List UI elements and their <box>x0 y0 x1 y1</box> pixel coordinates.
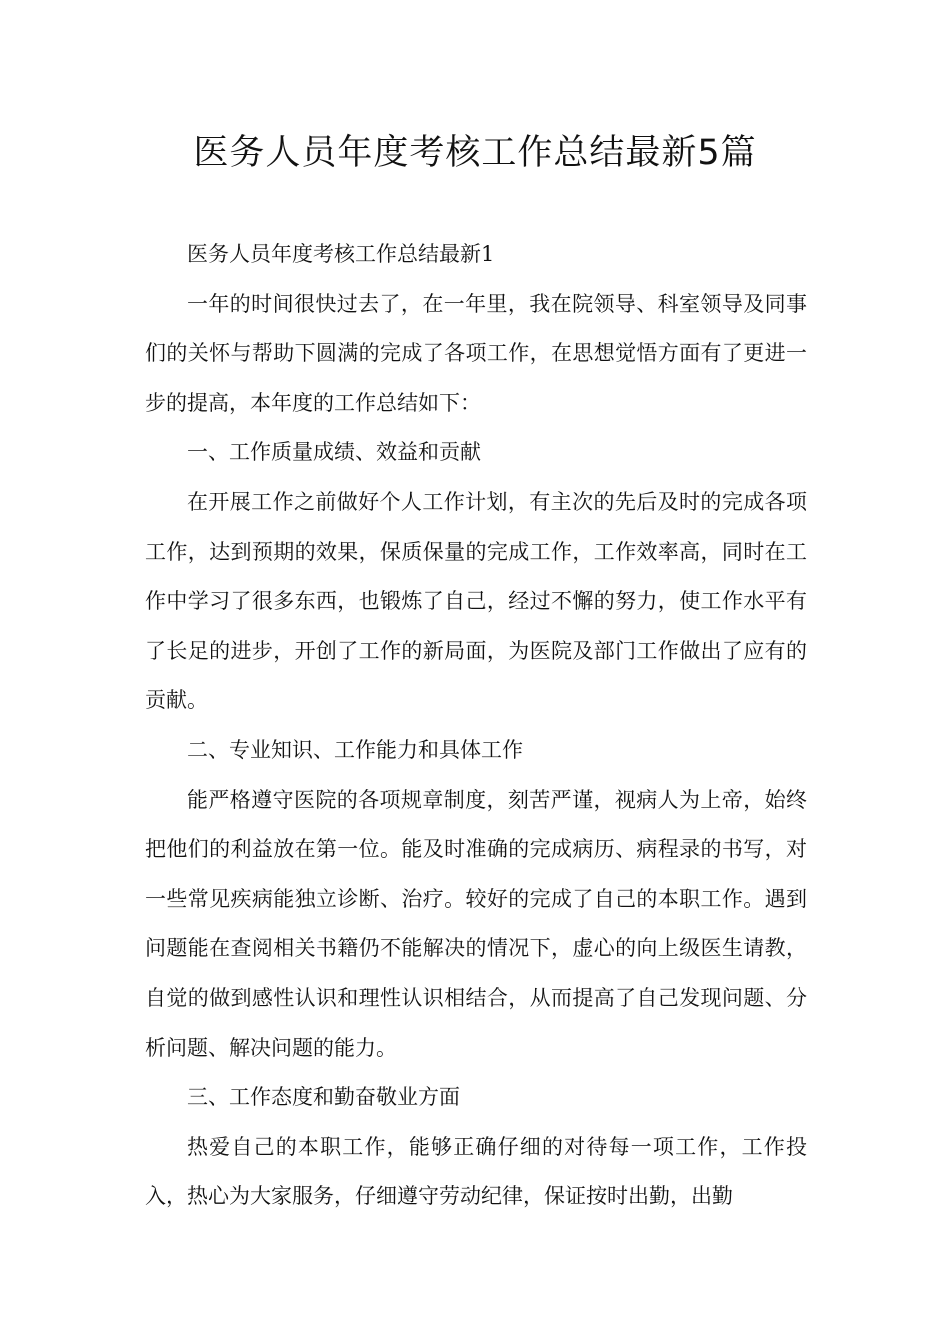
section-heading-1: 一、工作质量成绩、效益和贡献 <box>187 440 481 465</box>
document-title: 医务人员年度考核工作总结最新5篇 <box>193 133 757 173</box>
section-heading-3: 三、工作态度和勤奋敬业方面 <box>187 1085 460 1110</box>
section-heading-2: 二、专业知识、工作能力和具体工作 <box>187 737 523 762</box>
intro-paragraph: 一年的时间很快过去了，在一年里，我在院领导、科室领导及同事们的关怀与帮助下圆满的完成了各项工作，在思想觉悟方面有了更进一步的提高，本年度的工作总结如下： <box>145 291 807 415</box>
section-paragraph-2: 能严格遵守医院的各项规章制度，刻苦严谨，视病人为上帝，始终把他们的利益放在第一位。能及时准确的完成病历、病程录的书写，对一些常见疾病能独立诊断、治疗。较好的完成了自己的本职工作。遇到问题能在查阅相关书籍仍不能解决的情况下，虚心的向上级医生请教，自觉的做到感性认识和理性认识相结合，从而提高了自己发现问题、分析问题、解决问题的能力。 <box>145 787 807 1060</box>
document-body <box>145 230 807 1222</box>
section-paragraph-3: 热爱自己的本职工作，能够正确仔细的对待每一项工作，工作投入，热心为大家服务，仔细遵守劳动纪律，保证按时出勤，出勤 <box>145 1134 807 1209</box>
section-subtitle: 医务人员年度考核工作总结最新1 <box>187 242 495 266</box>
section-paragraph-1: 在开展工作之前做好个人工作计划，有主次的先后及时的完成各项工作，达到预期的效果，保质保量的完成工作，工作效率高，同时在工作中学习了很多东西，也锻炼了自己，经过不懈的努力，使工作水平有了长足的进步，开创了工作的新局面，为医院及部门工作做出了应有的贡献。 <box>145 489 807 713</box>
